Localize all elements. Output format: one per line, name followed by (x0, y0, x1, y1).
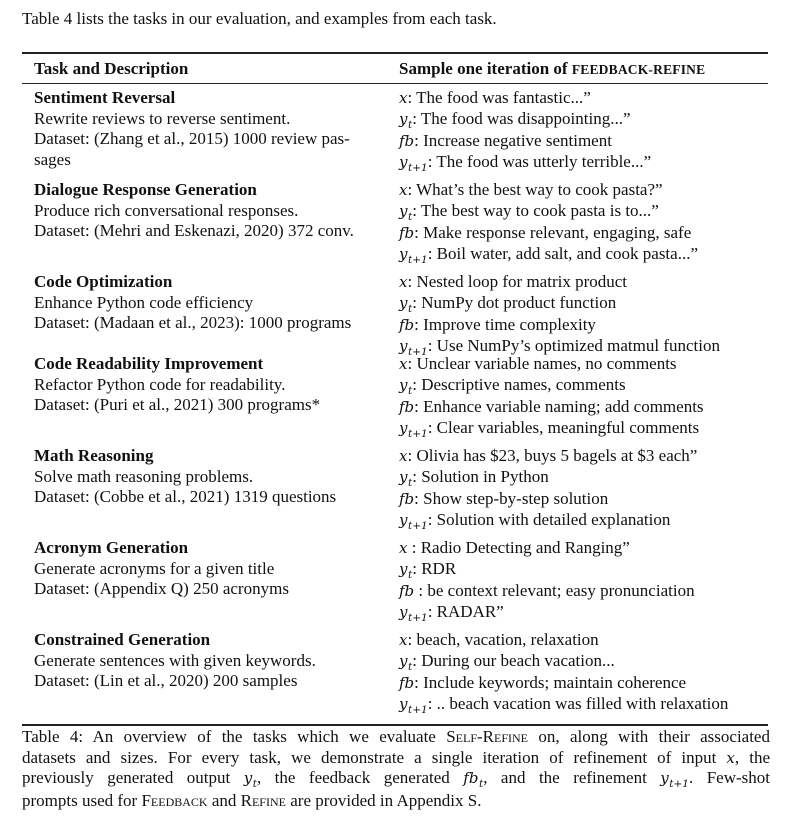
caption-text: Table 4: An overview of the tasks which we evaluate (22, 727, 447, 746)
example-input-x (399, 180, 769, 201)
math-var: fb (399, 132, 415, 150)
math-var: y (399, 244, 408, 263)
math-var: x (399, 447, 408, 465)
math-var: x (399, 89, 408, 107)
math-var: y (399, 510, 408, 529)
task-description: Refactor Python code for readability. (34, 374, 286, 394)
caption-text: previously generated output (22, 768, 244, 787)
math-var: y (399, 651, 408, 670)
math-var: y (399, 152, 408, 171)
example-refined-yt1 (399, 418, 769, 441)
caption-line (22, 727, 770, 748)
math-var: y (399, 375, 408, 394)
separator: : (407, 180, 417, 199)
table-caption (22, 727, 770, 811)
math-subscript: t (407, 568, 413, 581)
example-output-yt (399, 201, 769, 224)
math-var: x (726, 748, 735, 767)
example-output-yt (399, 375, 769, 398)
example-text: .. beach vacation was filled with relaxation (436, 693, 729, 713)
example-output-yt (399, 559, 769, 582)
task-description: Rewrite reviews to reverse sentiment. (34, 108, 291, 128)
table-row (0, 446, 809, 538)
separator: : (412, 292, 422, 312)
math-var: fb (399, 582, 415, 600)
table-header (0, 56, 809, 82)
separator: : (407, 354, 417, 373)
math-var: fb (463, 769, 479, 787)
math-var: y (243, 769, 253, 787)
caption-line (22, 791, 770, 812)
table-row (0, 538, 809, 630)
example-feedback-fb (399, 489, 769, 510)
task-cell (34, 354, 386, 416)
example-text: Radio Detecting and Ranging” (420, 538, 630, 557)
example-feedback-fb (399, 315, 769, 336)
math-subscript: t+1 (407, 703, 428, 716)
task-name: Math Reasoning (34, 446, 154, 465)
intro-text: Table 4 lists the tasks in our evaluation, and examples from each task. (22, 9, 497, 28)
task-description: Solve math reasoning problems. (34, 466, 254, 486)
separator: : (407, 538, 421, 557)
example-text: Include keywords; maintain coherence (423, 673, 687, 692)
example-text: Descriptive names, comments (421, 374, 626, 394)
math-subscript: t (478, 778, 484, 790)
task-description: Generate sentences with given keywords. (34, 650, 316, 670)
header-sample-iteration (399, 57, 705, 82)
example-text: RADAR” (436, 601, 504, 621)
header-sample-prefix: Sample one iteration of (399, 59, 572, 78)
example-text: Olivia has $23, buys 5 bagels at $3 each” (416, 446, 698, 465)
task-dataset: sages (34, 149, 71, 169)
example-refined-yt1 (399, 510, 769, 533)
task-dataset: Dataset: (Lin et al., 2020) 200 samples (34, 671, 298, 690)
math-subscript: t (407, 302, 413, 315)
table-row (0, 630, 809, 722)
example-text: During our beach vacation... (421, 650, 615, 670)
math-subscript: t (407, 660, 413, 673)
table-top-rule (22, 52, 768, 54)
math-subscript: t+1 (407, 253, 428, 266)
math-subscript: t+1 (669, 778, 689, 790)
example-text: The food was disappointing...” (420, 108, 631, 128)
example-feedback-fb (399, 673, 769, 694)
task-description: Produce rich conversational responses. (34, 200, 299, 220)
table-row (0, 272, 809, 358)
separator: : (407, 446, 417, 465)
example-text: Nested loop for matrix product (416, 272, 628, 291)
math-subscript: t+1 (407, 519, 428, 532)
separator: : (412, 108, 421, 128)
separator: : (412, 374, 422, 394)
example-text: The best way to cook pasta is to...” (420, 200, 659, 220)
example-feedback-fb (399, 397, 769, 418)
task-dataset: Dataset: (Zhang et al., 2015) 1000 review pas- (34, 129, 350, 148)
caption-smallcaps: Feedback (141, 790, 208, 810)
example-cell (399, 88, 769, 174)
caption-text: prompts used for (22, 790, 142, 810)
caption-line (22, 768, 770, 791)
task-cell (34, 180, 386, 242)
separator: : (427, 601, 437, 621)
example-text: The food was fantastic...” (416, 88, 591, 107)
example-refined-yt1 (399, 152, 769, 175)
example-text: Boil water, add salt, and cook pasta...” (436, 243, 698, 263)
example-text: Show step-by-step solution (423, 489, 609, 508)
caption-text: are provided in Appendix S. (285, 790, 482, 810)
separator: : (407, 272, 417, 291)
example-input-x (399, 446, 769, 467)
example-cell (399, 538, 769, 624)
math-var: y (399, 559, 408, 578)
task-name: Dialogue Response Generation (34, 180, 257, 199)
math-var: y (399, 109, 408, 128)
example-feedback-fb (399, 581, 769, 602)
example-output-yt (399, 467, 769, 490)
caption-line (22, 748, 770, 769)
math-subscript: t (407, 118, 413, 131)
math-var: x (399, 631, 408, 649)
math-var: x (399, 181, 408, 199)
example-text: Use NumPy’s optimized matmul function (436, 335, 720, 355)
math-var: y (399, 418, 408, 437)
example-text: What’s the best way to cook pasta?” (416, 180, 663, 199)
math-var: fb (399, 674, 415, 692)
math-var: y (399, 293, 408, 312)
caption-text: , the feedback generated (256, 768, 464, 787)
task-dataset: Dataset: (Mehri and Eskenazi, 2020) 372 conv. (34, 221, 354, 240)
example-text: Increase negative sentiment (423, 131, 612, 150)
caption-text: , the (734, 747, 770, 767)
example-text: Enhance variable naming; add comments (423, 397, 704, 416)
table-row (0, 354, 809, 446)
example-text: be context relevant; easy pronunciation (427, 581, 695, 600)
example-cell (399, 180, 769, 266)
example-output-yt (399, 109, 769, 132)
math-var: fb (399, 224, 415, 242)
math-var: x (399, 273, 408, 291)
example-input-x (399, 630, 769, 651)
separator: : (414, 131, 424, 150)
example-feedback-fb (399, 131, 769, 152)
example-cell (399, 630, 769, 716)
table-row (0, 88, 809, 180)
separator: : (414, 673, 424, 692)
separator: : (407, 630, 417, 649)
math-subscript: t (407, 384, 413, 397)
header-task-and-description: Task and Description (34, 59, 189, 78)
example-cell (399, 272, 769, 358)
example-output-yt (399, 293, 769, 316)
caption-text: datasets and sizes. For every task, we demonstrate a single iteration of refinement of input (22, 747, 727, 767)
caption-smallcaps: Refine (240, 790, 286, 810)
example-text: Unclear variable names, no comments (416, 354, 677, 373)
task-dataset: Dataset: (Madaan et al., 2023): 1000 programs (34, 313, 352, 332)
task-cell (34, 88, 386, 170)
task-cell (34, 630, 386, 692)
math-var: y (399, 602, 408, 621)
separator: : (414, 581, 428, 600)
table-body (0, 88, 809, 722)
example-text: Solution in Python (421, 466, 549, 486)
separator: : (427, 151, 437, 171)
math-var: fb (399, 316, 415, 334)
example-input-x (399, 538, 769, 559)
math-subscript: t+1 (407, 427, 428, 440)
caption-smallcaps: Self-Refine (446, 727, 528, 746)
table-row (0, 180, 809, 272)
example-text: Make response relevant, engaging, safe (423, 223, 692, 242)
math-subscript: t (407, 210, 413, 223)
math-subscript: t+1 (407, 345, 428, 358)
task-name: Acronym Generation (34, 538, 189, 557)
task-cell (34, 272, 386, 334)
example-cell (399, 446, 769, 532)
task-description: Enhance Python code efficiency (34, 292, 254, 312)
example-input-x (399, 272, 769, 293)
separator: : (414, 315, 424, 334)
separator: : (412, 466, 422, 486)
example-cell (399, 354, 769, 440)
example-refined-yt1 (399, 602, 769, 625)
task-dataset: Dataset: (Cobbe et al., 2021) 1319 questions (34, 487, 337, 506)
table-bottom-rule (22, 724, 768, 726)
caption-text: and (207, 790, 241, 810)
math-subscript: t (407, 476, 413, 489)
example-text: RDR (421, 558, 457, 578)
example-text: Clear variables, meaningful comments (436, 417, 700, 437)
task-name: Sentiment Reversal (34, 88, 176, 107)
separator: : (412, 558, 422, 578)
separator: : (412, 650, 422, 670)
separator: : (414, 489, 424, 508)
example-text: beach, vacation, relaxation (416, 630, 599, 649)
separator: : (427, 417, 437, 437)
math-var: y (399, 336, 408, 355)
math-var: y (399, 201, 408, 220)
math-var: y (399, 694, 408, 713)
math-var: x (399, 355, 408, 373)
task-name: Code Readability Improvement (34, 354, 264, 373)
example-input-x (399, 88, 769, 109)
task-dataset: Dataset: (Appendix Q) 250 acronyms (34, 579, 289, 598)
task-description: Generate acronyms for a given title (34, 558, 275, 578)
separator: : (414, 397, 424, 416)
caption-text: , and the refinement (483, 768, 661, 787)
separator: : (414, 223, 424, 242)
separator: : (427, 335, 437, 355)
separator: : (427, 509, 437, 529)
table-header-rule (22, 83, 768, 84)
math-var: y (399, 467, 408, 486)
math-subscript: t (252, 778, 257, 790)
math-var: y (660, 769, 669, 787)
math-var: fb (399, 490, 415, 508)
example-feedback-fb (399, 223, 769, 244)
example-text: Solution with detailed explanation (436, 509, 671, 529)
separator: : (427, 693, 437, 713)
example-text: Improve time complexity (423, 315, 596, 334)
math-var: x (399, 539, 408, 557)
separator: : (427, 243, 437, 263)
example-text: NumPy dot product function (421, 292, 617, 312)
example-refined-yt1 (399, 244, 769, 267)
task-dataset: Dataset: (Puri et al., 2021) 300 programs* (34, 395, 321, 414)
example-refined-yt1 (399, 694, 769, 717)
math-subscript: t+1 (407, 161, 428, 174)
example-text: The food was utterly terrible...” (436, 151, 652, 171)
math-var: fb (399, 398, 415, 416)
separator: : (407, 88, 417, 107)
caption-text: . Few-shot (688, 768, 770, 787)
example-input-x (399, 354, 769, 375)
task-cell (34, 538, 386, 600)
header-feedback-refine: FEEDBACK-REFINE (571, 62, 706, 77)
separator: : (412, 200, 421, 220)
math-subscript: t+1 (407, 611, 428, 624)
caption-text: on, along with their associated (528, 727, 770, 746)
example-output-yt (399, 651, 769, 674)
task-name: Code Optimization (34, 272, 173, 291)
task-cell (34, 446, 386, 508)
task-name: Constrained Generation (34, 630, 211, 649)
